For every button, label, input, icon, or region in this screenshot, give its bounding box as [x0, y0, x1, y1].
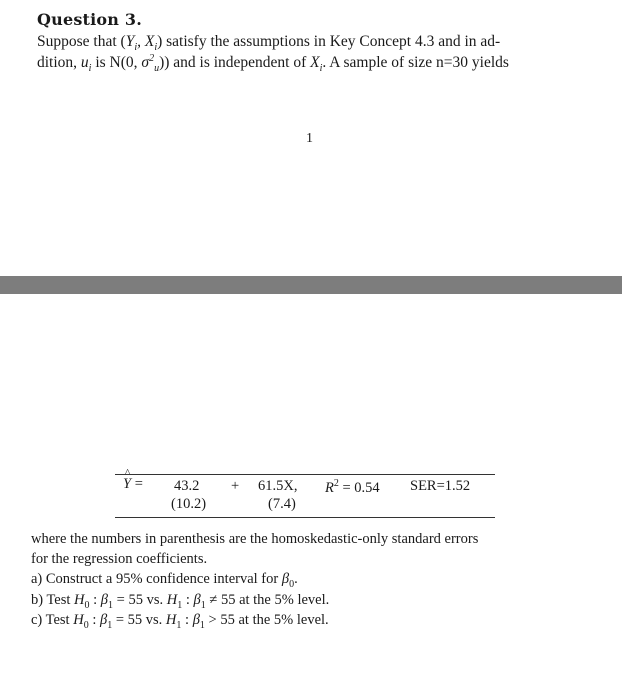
part-b: b) Test $H_0$ : $\beta_1 = 55$ vs. $H_1$ : $\beta_1 \ne 55$ at the 5% level.	[31, 592, 330, 611]
page-break-bar	[0, 276, 622, 294]
regression-y-hat: ^ Y =	[123, 476, 143, 493]
page-top	[0, 0, 622, 276]
regression-intercept: 43.2	[174, 478, 200, 494]
explanation-line-1: where the numbers in parenthesis are the homoskedastic-only standard errors	[31, 531, 479, 547]
regression-plus: +	[231, 478, 240, 494]
regression-r-squared: $R^2 = 0.54$	[325, 478, 380, 496]
part-c: c) Test $H_0$ : $\beta_1 = 55$ vs. $H_1$ : $\beta_1 > 55$ at the 5% level.	[31, 612, 329, 631]
regression-ser: SER=1.52	[410, 478, 471, 494]
regression-slope-se: (7.4)	[268, 496, 296, 512]
question-text-line-1: Suppose that ($Y_i$, $X_i$) satisfy the assumptions in Key Concept 4.3 and in ad-	[37, 33, 501, 54]
explanation-line-2: for the regression coefficients.	[31, 551, 208, 567]
regression-rule-top	[115, 474, 495, 475]
question-title: Question 3.	[37, 10, 143, 29]
regression-rule-bottom	[115, 517, 495, 518]
page-number: 1	[306, 131, 313, 146]
question-text-line-2: dition, $u_i$ is N(0, $\sigma^2_u$)) and is independent of $X_i$. A sample of size n=30 yields	[37, 53, 509, 75]
regression-slope: 61.5X,	[258, 478, 298, 494]
part-a: a) Construct a 95% confidence interval for $\beta_0$.	[31, 571, 298, 590]
regression-intercept-se: (10.2)	[171, 496, 207, 512]
